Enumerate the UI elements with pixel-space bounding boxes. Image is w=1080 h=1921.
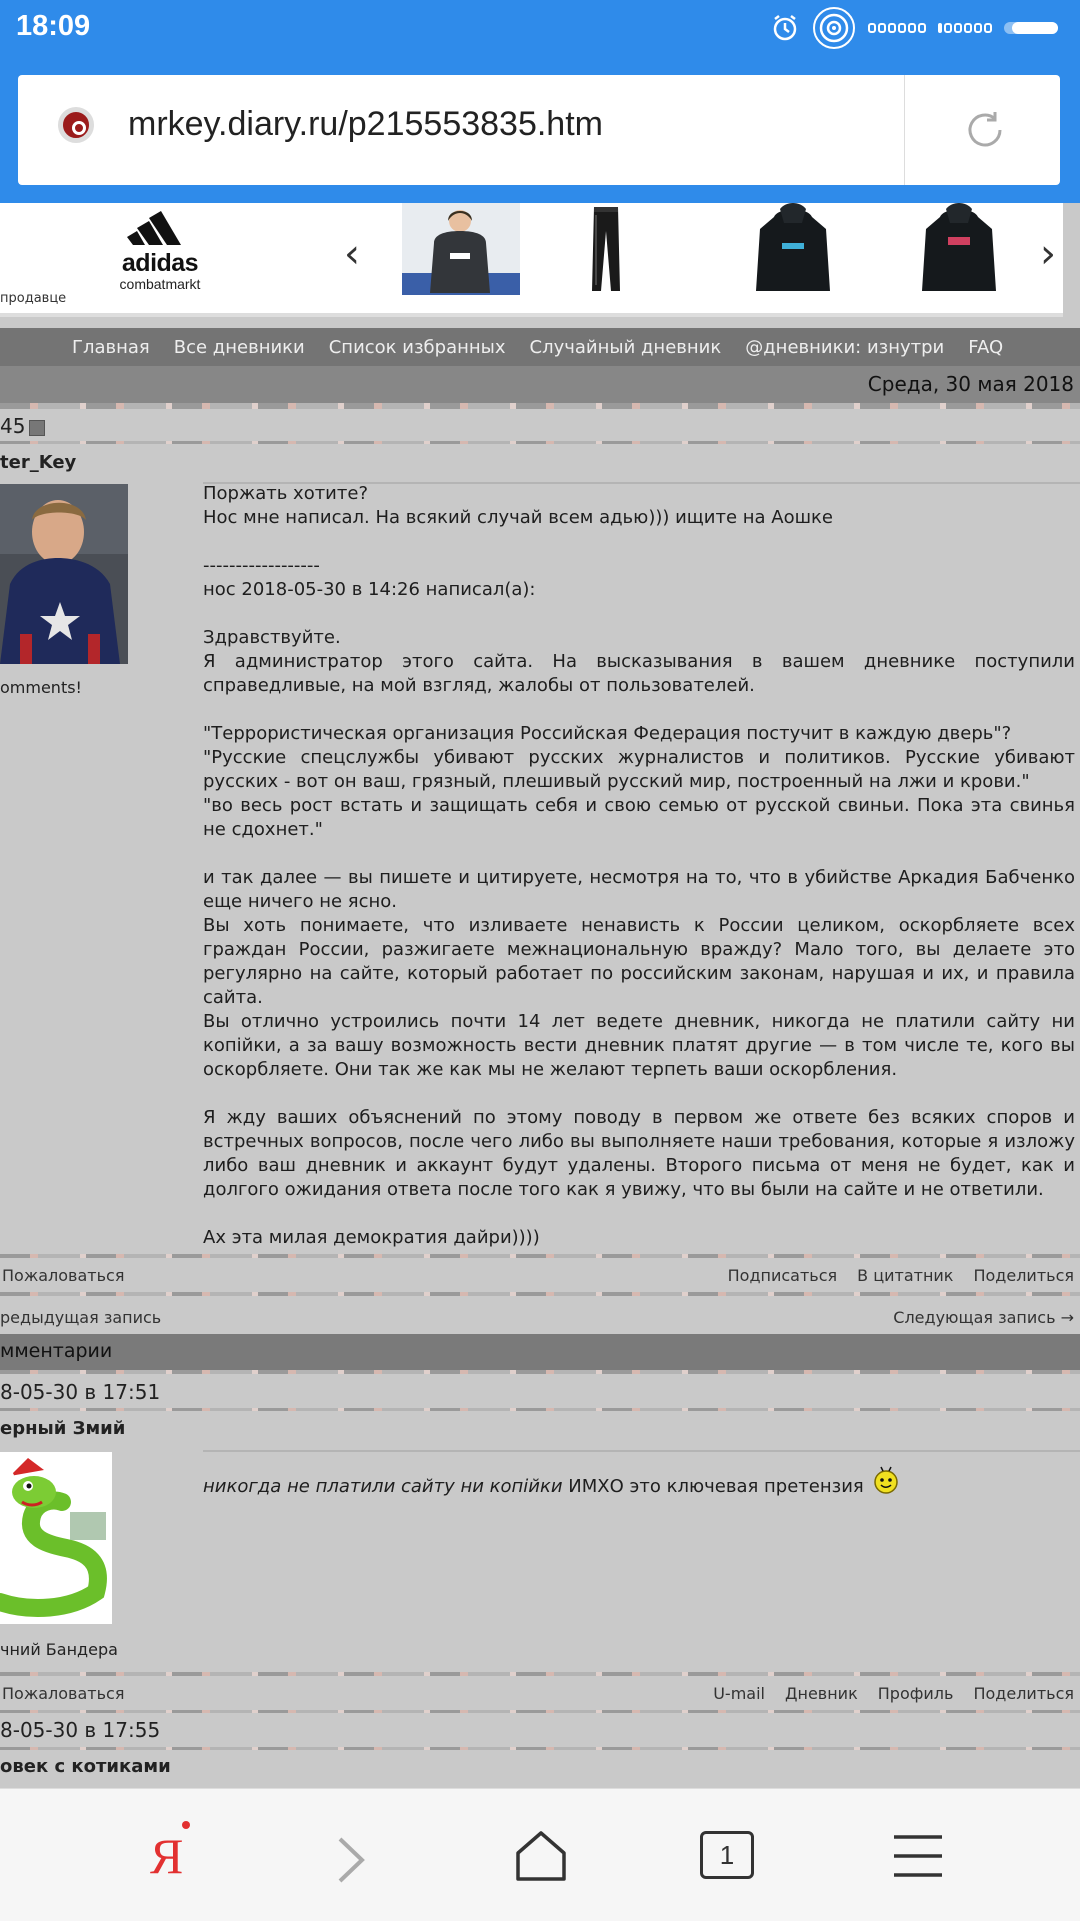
tabs-button[interactable]: 1 — [700, 1831, 754, 1879]
ad-brand-sub: combatmarkt — [119, 276, 201, 292]
ad-prev-icon[interactable]: ‹ — [344, 231, 360, 277]
ad-banner[interactable] — [0, 203, 1063, 317]
decorative-divider — [0, 403, 1080, 409]
subscribe-link[interactable]: Подписаться — [727, 1266, 838, 1285]
author-note: omments! — [0, 678, 82, 697]
notification-dot-icon — [182, 1821, 190, 1829]
comment-date: 8-05-30 в 17:55 — [0, 1718, 161, 1742]
decorative-divider — [0, 1254, 1080, 1258]
post-author[interactable]: ter_Key — [0, 452, 77, 473]
post-paragraph: и так далее — вы пишете и цитируете, несмотря на то, что в убийстве Аркадия Бабченко еще ничего не ясно. — [203, 867, 1075, 912]
paragraph-gap — [203, 698, 1075, 722]
decorative-divider — [0, 1408, 1080, 1411]
url-text[interactable]: mrkey.diary.ru/p215553835.htm — [128, 105, 603, 143]
post-paragraph: Я жду ваших объяснений по этому поводу в первом же ответе без всяких споров и встречных вопросов, после чего либо вы выполняете наши требования, которые я изложу либо ваш дневник и аккаунт будут удалены. Второго письма от меня не будет, как и долгого ожидания ответа после того как я увижу, что вы были на сайте и не ответили. — [203, 1107, 1075, 1200]
post-paragraph: нос 2018-05-30 в 14:26 написал(а): — [203, 579, 536, 600]
smiley-icon — [873, 1466, 899, 1494]
date-header-text: Среда, 30 мая 2018 — [867, 372, 1074, 396]
post-navigation — [0, 1302, 1080, 1332]
post-actions — [0, 1260, 1080, 1290]
ad-next-icon[interactable]: › — [1040, 231, 1056, 277]
post-number-text: 45 — [0, 414, 26, 438]
status-bar — [0, 0, 1080, 58]
address-divider — [904, 75, 905, 185]
nav-item-home[interactable]: Главная — [72, 336, 150, 358]
post-paragraph: Вы хоть понимаете, что изливаете ненависть к России целиком, оскорбляете всех граждан России, разжигаете межнациональную вражду? Мало того, вы делаете это регулярно на сайте, который работает по российским законам, нарушая и их, и правила сайта. — [203, 915, 1075, 1008]
post-paragraph: "Террористическая организация Российская Федерация постучит в каждую дверь"? — [203, 723, 1012, 744]
post-paragraph: Поржать хотите? — [203, 483, 368, 504]
divider — [203, 1450, 1080, 1452]
paragraph-gap — [203, 842, 1075, 866]
address-bar[interactable] — [18, 75, 1060, 185]
site-favicon-icon — [58, 107, 94, 143]
next-post-link[interactable]: Следующая запись → — [893, 1308, 1074, 1327]
ad-product-hoodie-model[interactable] — [402, 203, 520, 295]
decorative-divider — [0, 1370, 1080, 1374]
comment-author[interactable]: овек с котиками — [0, 1756, 171, 1777]
comment-text — [203, 1466, 899, 1497]
date-header — [0, 366, 1080, 406]
paragraph-gap — [203, 530, 1075, 554]
report-link[interactable]: Пожаловаться — [2, 1266, 125, 1285]
decorative-divider — [0, 1747, 1080, 1750]
comment-text-rest: ИМХО это ключевая претензия — [562, 1476, 864, 1497]
browser-bottom-bar — [0, 1788, 1080, 1921]
ad-product-hoodie-blue[interactable] — [734, 203, 852, 295]
yandex-button[interactable]: Я — [150, 1828, 184, 1884]
post-number — [0, 414, 45, 438]
decorative-divider — [0, 441, 1080, 444]
paragraph-gap — [203, 1082, 1075, 1106]
paragraph-gap — [203, 602, 1075, 626]
post-paragraph: "Русские спецслужбы убивают русских журналистов и политиков. Русские убивают русских - вот он ваш, грязный, плешивый русский мир, построенный на лжи и крови." — [203, 747, 1075, 792]
nav-item-all-diaries[interactable]: Все дневники — [173, 336, 305, 358]
comment-quote: никогда не платили сайту ни копійки — [203, 1476, 563, 1497]
post-paragraph: Я администратор этого сайта. На высказывания в вашем дневнике поступили справедливые, на мой взгляд, жалобы от пользователей. — [203, 651, 1075, 696]
status-time: 18:09 — [16, 10, 91, 42]
lock-icon — [29, 420, 45, 436]
comment-author[interactable]: ерный Змий — [0, 1418, 126, 1439]
comment-actions — [0, 1678, 1080, 1708]
adidas-stripes-icon — [125, 211, 195, 245]
comment-share-link[interactable]: Поделиться — [973, 1684, 1074, 1703]
ad-product-trousers[interactable] — [546, 203, 664, 295]
site-nav — [0, 328, 1080, 366]
home-icon[interactable] — [514, 1829, 568, 1883]
browser-address-area — [0, 58, 1080, 203]
nav-item-favorites[interactable]: Список избранных — [328, 336, 506, 358]
signal-icon-1 — [868, 23, 926, 33]
hotspot-icon — [812, 6, 856, 50]
decorative-divider — [0, 1292, 1080, 1296]
post-body — [203, 482, 1075, 1250]
commenter-note: чний Бандера — [0, 1640, 118, 1659]
post-paragraph: ------------------ — [203, 555, 320, 576]
nav-item-faq[interactable]: FAQ — [968, 336, 1004, 358]
comment-report-link[interactable]: Пожаловаться — [2, 1684, 125, 1703]
signal-icon-2 — [938, 23, 992, 33]
post-paragraph: Здравствуйте. — [203, 627, 341, 648]
post-paragraph: Нос мне написал. На всякий случай всем адью))) ищите на Аошке — [203, 507, 833, 528]
profile-link[interactable]: Профиль — [877, 1684, 954, 1703]
comments-header — [0, 1334, 1080, 1370]
alarm-icon — [770, 13, 800, 43]
umail-link[interactable]: U-mail — [713, 1684, 765, 1703]
menu-icon[interactable] — [892, 1833, 944, 1879]
author-avatar[interactable] — [0, 484, 128, 664]
post-paragraph: "во весь рост встать и защищать себя и свою семью от русской свиньи. Пока эта свинья не сдохнет." — [203, 795, 1075, 840]
status-icons — [770, 8, 1058, 48]
paragraph-gap — [203, 1202, 1075, 1226]
decorative-divider — [0, 1710, 1080, 1713]
nav-item-inside[interactable]: @дневники: изнутри — [745, 336, 945, 358]
forward-icon[interactable] — [330, 1835, 372, 1885]
post-paragraph: Ах эта милая демократия дайри)))) — [203, 1227, 540, 1248]
reload-icon[interactable] — [964, 109, 1006, 151]
post-paragraph: Вы отлично устроились почти 14 лет ведете дневник, никогда не платили сайту ни копійки, а за вашу возможность вести дневник платят другие — в том числе те, кого вы оскорбляете. Они так же как мы не желают терпеть ваши оскорбления. — [203, 1011, 1075, 1080]
battery-icon — [1004, 22, 1058, 34]
diary-link[interactable]: Дневник — [784, 1684, 858, 1703]
ad-product-hoodie-red[interactable] — [900, 203, 1018, 295]
quote-link[interactable]: В цитатник — [857, 1266, 954, 1285]
decorative-divider — [0, 1672, 1080, 1676]
share-link[interactable]: Поделиться — [973, 1266, 1074, 1285]
comments-header-text: мментарии — [0, 1340, 113, 1362]
ad-seller-text: продавце — [0, 291, 67, 306]
prev-post-link[interactable]: редыдущая запись — [0, 1308, 162, 1327]
comment-date: 8-05-30 в 17:51 — [0, 1380, 161, 1404]
ad-brand: adidas — [121, 249, 199, 277]
adidas-logo[interactable] — [110, 211, 210, 292]
commenter-avatar[interactable] — [0, 1452, 112, 1624]
nav-item-random[interactable]: Случайный дневник — [529, 336, 722, 358]
